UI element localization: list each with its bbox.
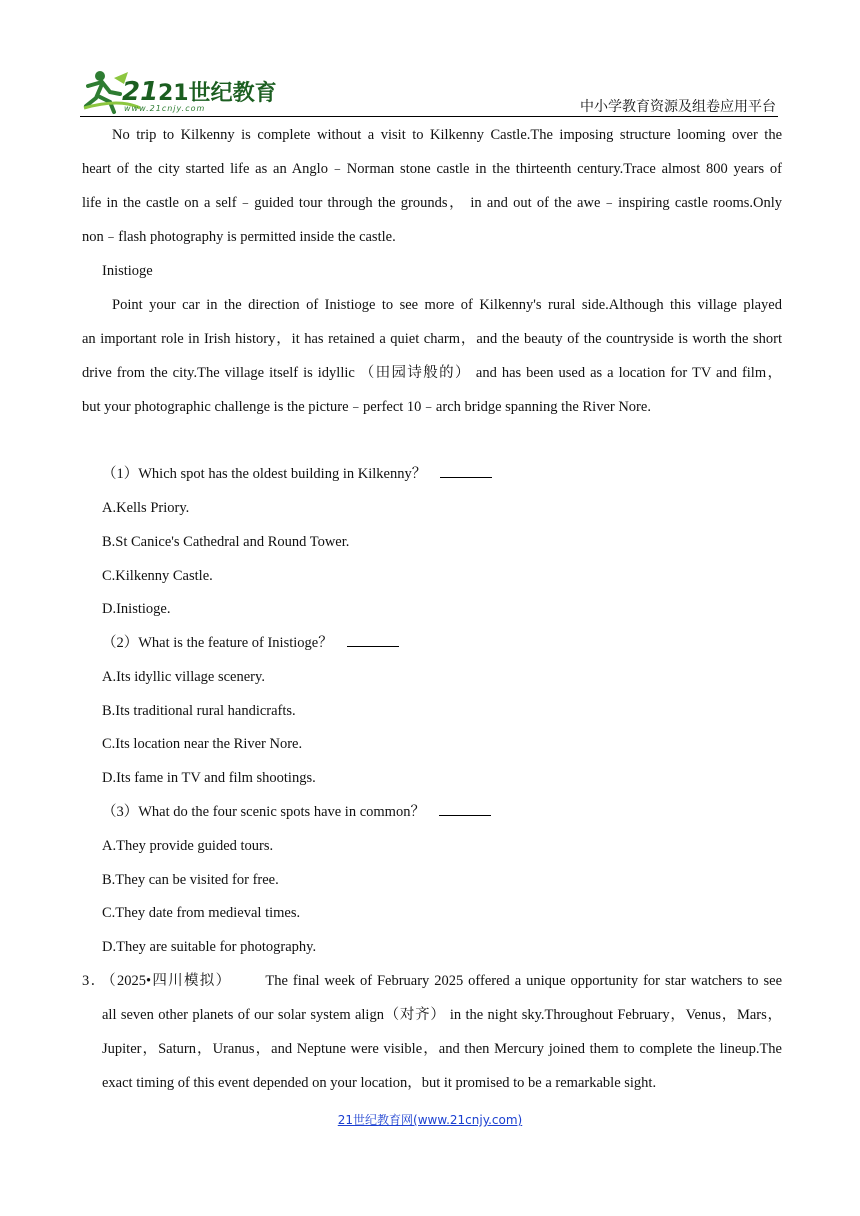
paragraph-line: an important role in Irish history，it has retained a quiet charm，and the beauty of the countryside is worth the short — [82, 331, 782, 347]
svg-text:21世纪教育: 21世纪教育 — [158, 81, 277, 106]
paragraph-line: but your photographic challenge is the picture﹣perfect 10﹣arch bridge spanning the River Nore. — [82, 399, 651, 415]
question-3 — [102, 795, 491, 829]
paragraph-line: No trip to Kilkenny is complete without a visit to Kilkenny Castle.The imposing structure looming over the — [112, 127, 782, 143]
option-d[interactable]: D.They are suitable for photography. — [102, 939, 317, 955]
inistioge-paragraph — [82, 288, 782, 424]
paragraph-line: life in the castle on a self﹣guided tour through the grounds， in and out of the awe﹣inspiring castle rooms.Only — [82, 195, 782, 211]
paragraph-line: exact timing of this event depended on your location，but it promised to be a remarkable sight. — [102, 1075, 657, 1091]
option-b[interactable]: B.Its traditional rural handicrafts. — [102, 703, 296, 719]
paragraph-line — [82, 964, 782, 998]
question-prompt: （2）What is the feature of Inistioge？ — [102, 635, 333, 651]
question-1 — [102, 457, 492, 491]
option-d[interactable]: D.Inistioge. — [102, 601, 171, 617]
answer-blank[interactable] — [347, 632, 399, 647]
option-a[interactable]: A.They provide guided tours. — [102, 838, 274, 854]
option-c[interactable]: C.They date from medieval times. — [102, 905, 301, 921]
question-prompt: （3）What do the four scenic spots have in common？ — [102, 804, 425, 820]
page-header — [80, 66, 778, 118]
option-d[interactable]: D.Its fame in TV and film shootings. — [102, 770, 316, 786]
option-a[interactable]: A.Kells Priory. — [102, 500, 190, 516]
platform-title: 中小学教育资源及组卷应用平台 — [580, 99, 776, 115]
item-first-line: The final week of February 2025 offered a unique opportunity for star watchers to see — [265, 973, 783, 989]
header-divider — [80, 116, 778, 117]
footer-link[interactable]: 21世纪教育网(www.21cnjy.com) — [337, 1113, 523, 1127]
question-prompt: （1）Which spot has the oldest building in Kilkenny？ — [102, 466, 427, 482]
option-c[interactable]: C.Kilkenny Castle. — [102, 568, 213, 584]
item-number: 3． — [82, 973, 107, 989]
item-3-passage — [82, 964, 782, 1100]
castle-paragraph — [82, 118, 782, 254]
option-b[interactable]: B.St Canice's Cathedral and Round Tower. — [102, 534, 350, 550]
option-b[interactable]: B.They can be visited for free. — [102, 872, 279, 888]
paragraph-line: heart of the city started life as an Anglo﹣Norman stone castle in the thirteenth century.Trace almost 800 years of — [82, 161, 782, 177]
svg-text:21: 21 — [122, 77, 159, 107]
paragraph-line: all seven other planets of our solar system align（对齐） in the night sky.Throughout February，Venus，Mars， — [102, 1007, 782, 1023]
question-2 — [102, 626, 399, 660]
paragraph-line: drive from the city.The village itself is idyllic （田园诗般的） and has been used as a location for TV and film， — [82, 365, 782, 381]
paragraph-line: Jupiter，Saturn，Uranus，and Neptune were visible，and then Mercury joined them to complete the lineup.The — [102, 1041, 782, 1057]
answer-blank[interactable] — [440, 463, 492, 478]
svg-text:www.21cnjy.com: www.21cnjy.com — [124, 104, 206, 113]
option-a[interactable]: A.Its idyllic village scenery. — [102, 669, 265, 685]
item-source: （2025•四川模拟） — [108, 973, 232, 989]
site-logo — [80, 68, 277, 114]
option-c[interactable]: C.Its location near the River Nore. — [102, 736, 303, 752]
paragraph-line: Point your car in the direction of Inistioge to see more of Kilkenny's rural side.Although this village played — [112, 297, 782, 313]
answer-blank[interactable] — [439, 801, 491, 816]
section-heading-inistioge: Inistioge — [102, 263, 153, 279]
paragraph-line: non﹣flash photography is permitted inside the castle. — [82, 229, 396, 245]
